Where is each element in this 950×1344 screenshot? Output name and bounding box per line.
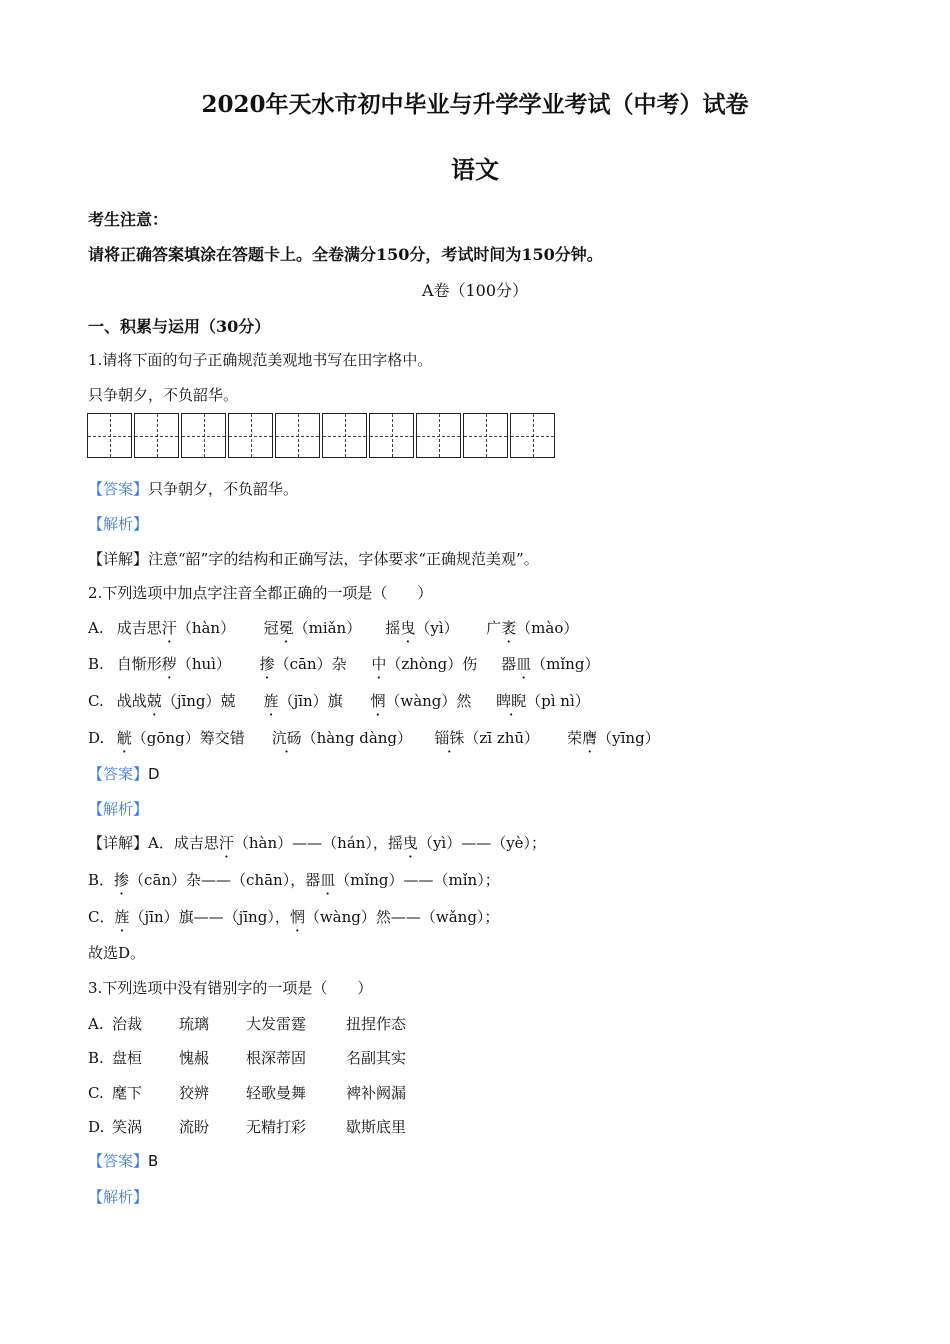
- paper-a-heading: A卷（100分）: [421, 281, 529, 300]
- q2-answer-text: D: [148, 765, 160, 783]
- grid-cell: [228, 413, 273, 458]
- analysis-label: 【解析】: [88, 515, 149, 533]
- grid-cell: [510, 413, 555, 458]
- q2-option-b: B. 自惭形秽（huì） 掺（cān）杂 中（zhòng）伤 器皿（mǐng）: [88, 655, 600, 673]
- q3-stem: [88, 977, 372, 998]
- q1-number: 1.: [88, 351, 103, 369]
- q3-stem-text: 下列选项中没有错别字的一项是（ ）: [102, 979, 373, 997]
- grid-cell: [134, 413, 179, 458]
- q1-answer: [88, 478, 298, 499]
- grid-cell: [416, 413, 461, 458]
- q2-option-c: C. 战战兢（jīng）兢 旌（jīn）旗 惘（wàng）然 睥睨（pì nì）: [88, 692, 590, 710]
- q2-stem: [88, 582, 432, 603]
- analysis-label: 【解析】: [88, 800, 149, 818]
- q3-answer-text: B: [148, 1152, 159, 1170]
- grid-cell: [275, 413, 320, 458]
- grid-cell: [463, 413, 508, 458]
- q3-option-d: D. 笑涡 流盼 无精打彩 歇斯底里: [88, 1118, 407, 1136]
- notice-text: 请将正确答案填涂在答题卡上。全卷满分150分，考试时间为150分钟。: [88, 245, 603, 264]
- q2-number: 2.: [88, 584, 103, 602]
- q3-option-a: A. 治裁 琉璃 大发雷霆 扭捏作态: [88, 1015, 407, 1033]
- q1-stem-text: 请将下面的句子正确规范美观地书写在田字格中。: [102, 351, 433, 369]
- grid-cell: [181, 413, 226, 458]
- q1-detail: [88, 548, 539, 569]
- q1-stem: [88, 349, 432, 370]
- detail-label: 【详解】: [88, 834, 149, 852]
- q1-answer-text: 只争朝夕，不负韶华。: [148, 480, 299, 498]
- q3-option-b: B. 盘桓 愧赧 根深蒂固 名副其实: [88, 1049, 407, 1067]
- subject-title: 语文: [451, 155, 499, 184]
- q2-conclusion: 故选D。: [88, 944, 146, 962]
- grid-cell: [369, 413, 414, 458]
- q3-option-c: C. 麾下 狡辨 轻歌曼舞 裨补阙漏: [88, 1084, 407, 1102]
- q2-stem-text: 下列选项中加点字注音全都正确的一项是（ ）: [102, 584, 433, 602]
- writing-grid: [87, 413, 557, 458]
- analysis-label: 【解析】: [88, 1188, 149, 1206]
- q3-answer: [88, 1150, 158, 1171]
- detail-label: 【详解】: [88, 550, 149, 568]
- exam-title: 2020年天水市初中毕业与升学学业考试（中考）试卷: [201, 91, 749, 118]
- answer-label: 【答案】: [88, 480, 149, 498]
- notice-heading: 考生注意：: [88, 210, 169, 229]
- grid-cell: [322, 413, 367, 458]
- q2-option-d: D. 觥（gōng）筹交错 沆砀（hàng dàng） 锱铢（zī zhū） 荣膺（yīng）: [88, 729, 660, 747]
- section-heading: 一、积累与运用（30分）: [88, 317, 271, 336]
- q3-number: 3.: [88, 979, 103, 997]
- answer-label: 【答案】: [88, 1152, 149, 1170]
- q2-detail-c: C．旌（jīn）旗——（jīng），惘（wàng）然——（wǎng）；: [88, 908, 500, 926]
- grid-cell: [87, 413, 132, 458]
- q1-detail-text: 注意“韶”字的结构和正确写法，字体要求“正确规范美观”。: [148, 550, 539, 568]
- answer-label: 【答案】: [88, 765, 149, 783]
- q2-option-a: A. 成吉思汗（hàn） 冠冕（miǎn） 摇曳（yì） 广袤（mào）: [88, 619, 579, 637]
- q1-sentence: 只争朝夕，不负韶华。: [88, 386, 239, 404]
- q2-detail-b: B．掺（cān）杂——（chān），器皿（mǐng）——（mǐn）；: [88, 871, 500, 889]
- q2-answer: [88, 763, 160, 784]
- q2-detail-a: 【详解】A．成吉思汗（hàn）——（hán），摇曳（yì）——（yè）；: [88, 834, 547, 852]
